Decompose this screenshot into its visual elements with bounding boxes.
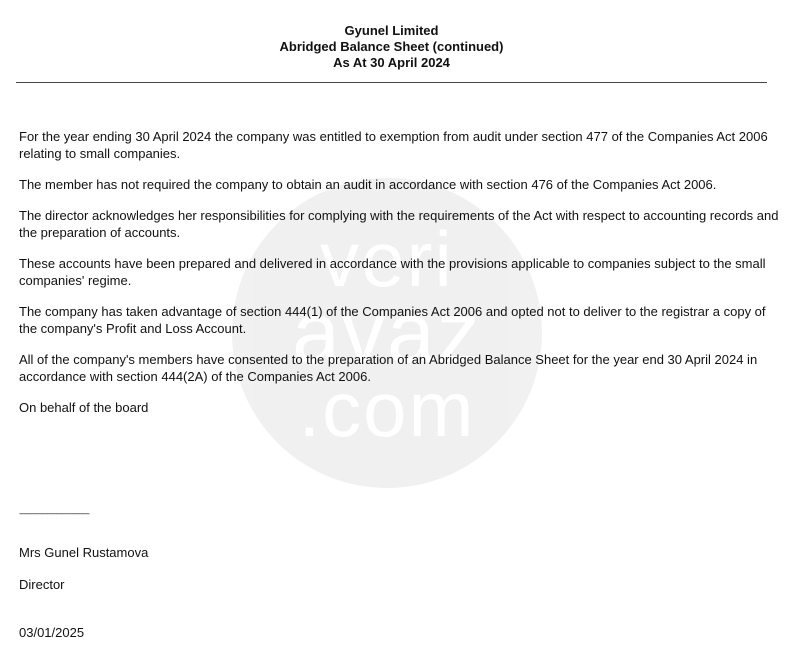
paragraph-small-companies-regime: These accounts have been prepared and delivered in accordance with the provisions applicable to companies subject to the small companies' regime.: [19, 256, 766, 288]
paragraph-audit-exemption: For the year ending 30 April 2024 the company was entitled to exemption from audit under section 477 of the Companies Act 2006 relating to small companies.: [19, 129, 768, 161]
paragraph-on-behalf: On behalf of the board: [19, 400, 149, 415]
paragraph-abridged-consent: All of the company's members have consented to the preparation of an Abridged Balance Sheet for the year end 30 April 2024 in accordance with section 444(2A) of the Companies Act 2006.: [19, 352, 758, 384]
document-header: [0, 23, 783, 71]
paragraph-director-responsibilities: The director acknowledges her responsibilities for complying with the requirements of the Act with respect to accounting records and the preparation of accounts.: [19, 208, 779, 240]
paragraph-profit-loss-exemption: The company has taken advantage of section 444(1) of the Companies Act 2006 and opted not to deliver to the registrar a copy of the company's Profit and Loss Account.: [19, 304, 766, 336]
watermark-text-line1: veri: [320, 215, 454, 303]
signature-date: 03/01/2025: [19, 625, 85, 640]
header-divider: [16, 82, 767, 83]
statement-body: [19, 128, 779, 430]
document-title: Abridged Balance Sheet (continued): [279, 39, 504, 54]
paragraph-member-audit: The member has not required the company to obtain an audit in accordance with section 476 of the Companies Act 2006.: [19, 177, 717, 192]
signature-line: ------------------------------------------: [19, 509, 89, 518]
company-name: Gyunel Limited: [344, 23, 439, 38]
signatory-name: Mrs Gunel Rustamova: [19, 545, 149, 560]
signatory-role: Director: [19, 577, 65, 592]
watermark-text-line2: avaz: [292, 285, 482, 381]
document-date: As At 30 April 2024: [333, 55, 450, 70]
watermark-text-line3: .com: [298, 365, 476, 453]
